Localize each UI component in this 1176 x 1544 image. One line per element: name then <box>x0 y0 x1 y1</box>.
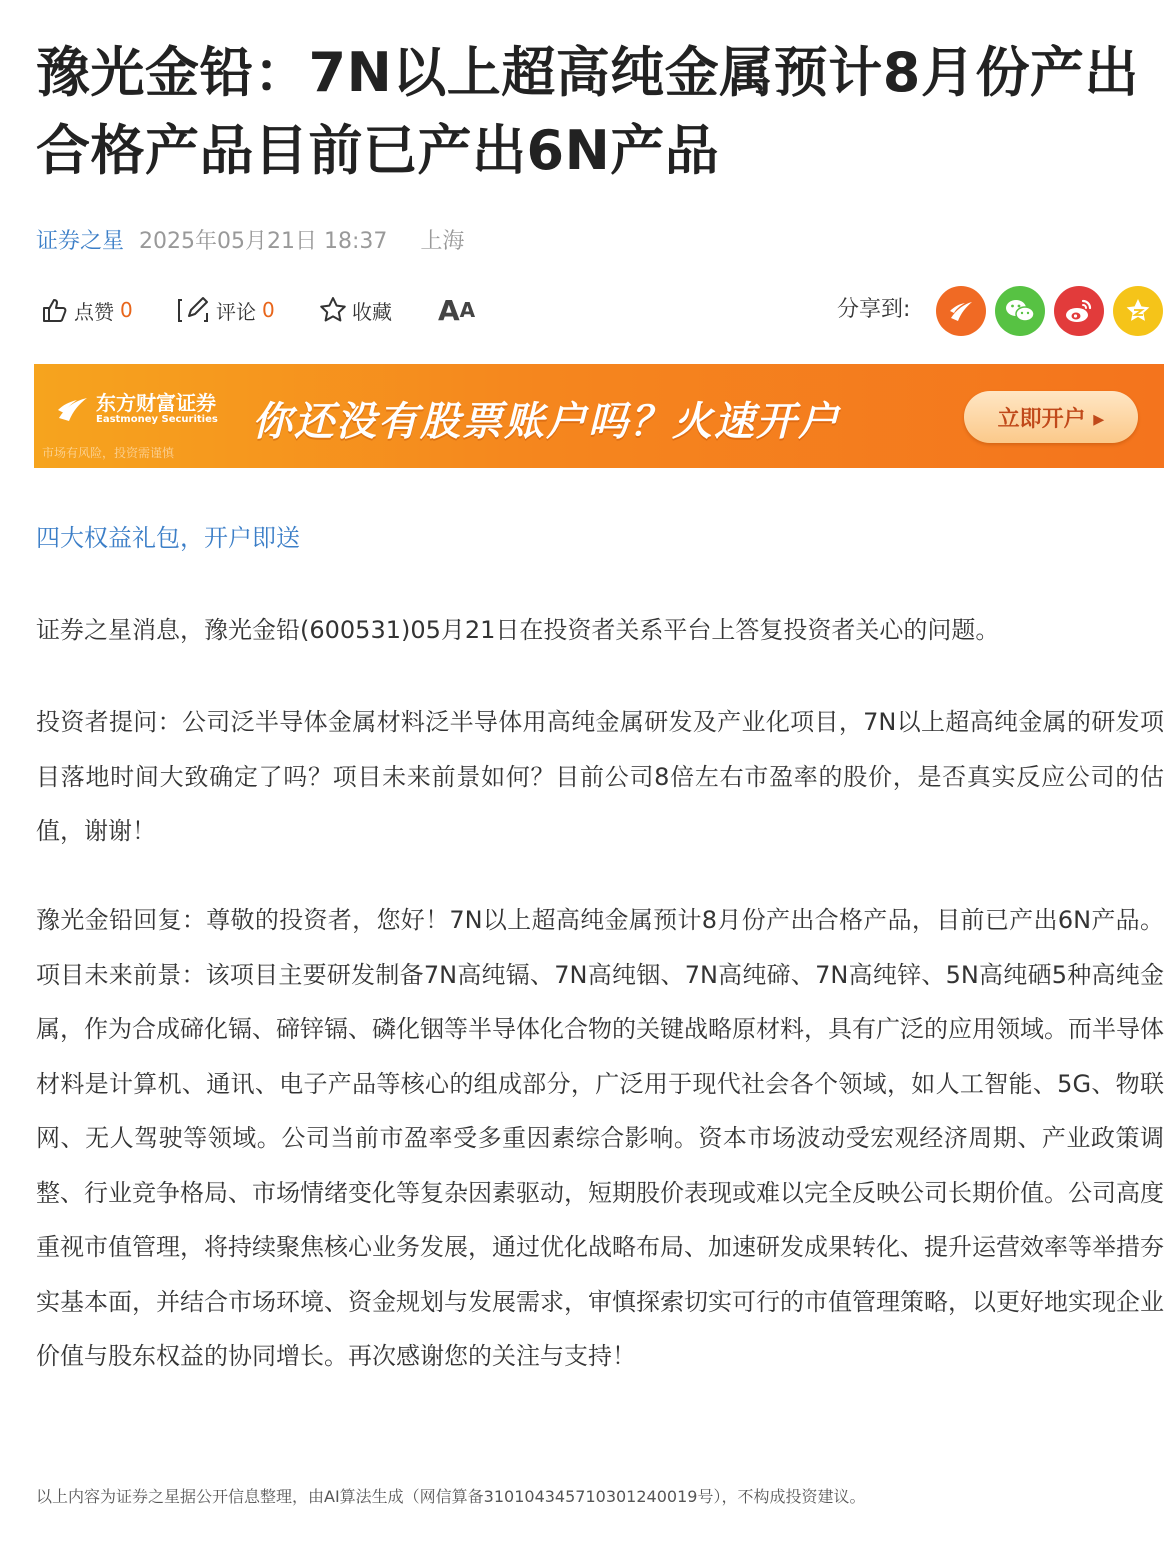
share-qzone-button[interactable] <box>1113 286 1163 336</box>
comment-button[interactable] <box>176 292 275 328</box>
article-location: 上海 <box>420 229 465 254</box>
weibo-icon <box>1063 296 1095 326</box>
article-source-link[interactable]: 证券之星 <box>36 229 125 254</box>
font-size-large-glyph: A <box>438 293 460 327</box>
body-paragraph-intro: 证券之星消息，豫光金铅(600531)05月21日在投资者关系平台上答复投资者关心的问题。 <box>36 616 1000 644</box>
wechat-icon <box>1004 296 1036 326</box>
article-datetime: 2025年05月21日 18:37 <box>139 229 388 254</box>
risk-warning: 市场有风险，投资需谨慎 <box>42 446 175 460</box>
article-action-bar <box>40 286 1170 334</box>
thumbs-up-icon <box>40 295 70 325</box>
body-paragraph-question: 投资者提问：公司泛半导体金属材料泛半导体用高纯金属研发及产业化项目，7N以上超高纯金属的研发项目落地时间大致确定了吗？项目未来前景如何？目前公司8倍左右市盈率的股价，是否真实反应公司的估值，谢谢！ <box>36 708 1164 845</box>
like-label: 点赞 <box>74 299 114 324</box>
banner-slogan: 你还没有股票账户吗？火速开户 <box>252 399 840 445</box>
star-icon <box>318 295 348 325</box>
font-size-button[interactable] <box>438 292 475 328</box>
font-size-small-glyph: A <box>459 298 476 322</box>
share-label: 分享到: <box>837 297 911 322</box>
eastmoney-icon <box>946 296 976 326</box>
ai-disclaimer: 以上内容为证券之星据公开信息整理，由AI算法生成（网信算备310104345710301240019号），不构成投资建议。 <box>36 1487 866 1506</box>
promo-link[interactable]: 四大权益礼包，开户即送 <box>36 524 300 552</box>
body-paragraph-answer: 豫光金铅回复：尊敬的投资者，您好！7N以上超高纯金属预计8月份产出合格产品，目前已产出6N产品。项目未来前景：该项目主要研发制备7N高纯镉、7N高纯铟、7N高纯碲、7N高纯锌、5N高纯硒5种高纯金属，作为合成碲化镉、碲锌镉、磷化铟等半导体化合物的关键战略原材料，具有广泛的应用领域。而半导体材料是计算机、通讯、电子产品等核心的组成部分，广泛用于现代社会各个领域，如人工智能、5G、物联网、无人驾驶等领域。公司当前市盈率受多重因素综合影响。资本市场波动受宏观经济周期、产业政策调整、行业竞争格局、市场情绪变化等复杂因素驱动，短期股价表现或难以完全反映公司长期价值。公司高度重视市值管理，将持续聚焦核心业务发展，通过优化战略布局、加速研发成果转化、提升运营效率等举措夯实基本面，并结合市场环境、资金规划与发展需求，审慎探索切实可行的市值管理策略，以更好地实现企业价值与股东权益的协同增长。再次感谢您的关注与支持！ <box>36 906 1164 1370</box>
like-count: 0 <box>120 298 133 322</box>
share-wechat-button[interactable] <box>995 286 1045 336</box>
share-weibo-button[interactable] <box>1054 286 1104 336</box>
brand-name-cn: 东方财富证券 <box>96 391 216 415</box>
eastmoney-ad-banner[interactable] <box>34 364 1164 468</box>
brand-name-en: Eastmoney Securities <box>96 414 218 425</box>
favorite-label: 收藏 <box>352 299 392 324</box>
comment-count: 0 <box>262 298 275 322</box>
eastmoney-logo-icon <box>56 394 90 424</box>
share-eastmoney-button[interactable] <box>936 286 986 336</box>
qzone-icon <box>1123 296 1153 326</box>
favorite-button[interactable] <box>318 292 392 328</box>
article-title: 豫光金铅：7N以上超高纯金属预计8月份产出合格产品目前已产出6N产品 <box>36 41 1139 182</box>
comment-edit-icon <box>176 295 212 325</box>
eastmoney-brand-logo <box>56 392 218 426</box>
comment-label: 评论 <box>216 299 256 324</box>
like-button[interactable] <box>40 292 133 328</box>
article-meta <box>36 224 464 260</box>
open-account-button[interactable]: 立即开户 ▸ <box>964 391 1138 443</box>
